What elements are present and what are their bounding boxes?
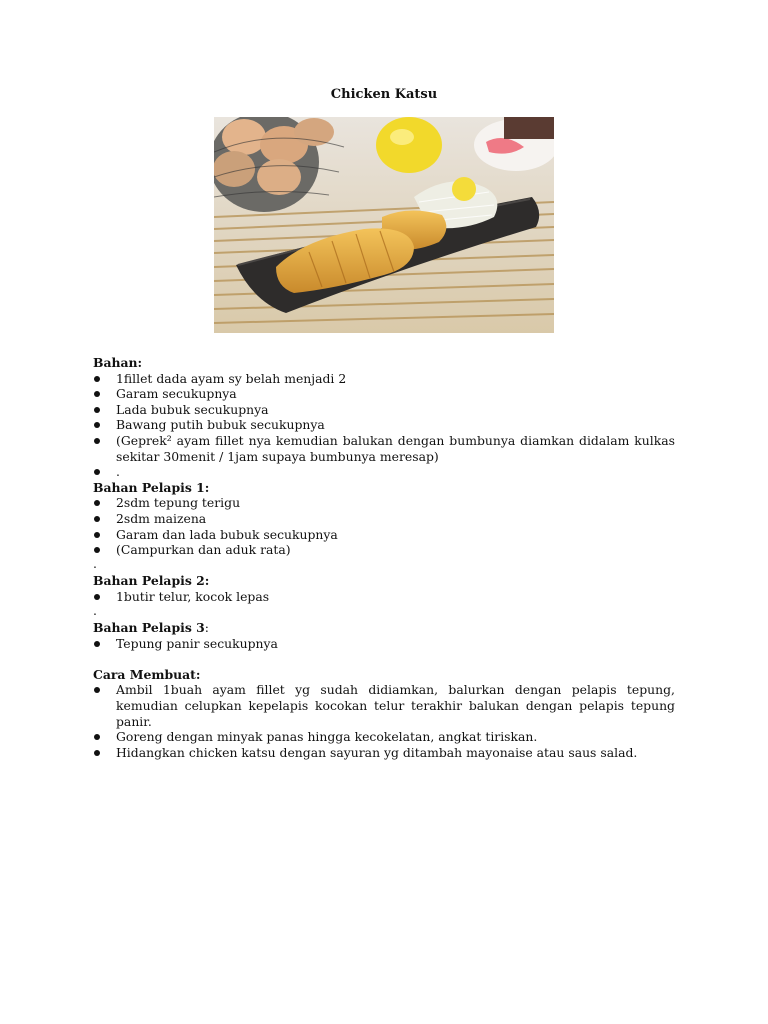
pelapis-3-heading: [93, 620, 675, 636]
list-item: 2sdm tepung terigu: [93, 495, 675, 511]
spacer: [93, 651, 675, 667]
recipe-content: [93, 355, 675, 760]
list-item: Hidangkan chicken katsu dengan sayuran yg ditambah mayonaise atau saus salad.: [93, 745, 675, 761]
cara-membuat-heading: Cara Membuat:: [93, 666, 201, 682]
list-item: Bawang putih bubuk secukupnya: [93, 417, 675, 433]
pelapis-2-list: [93, 589, 675, 605]
pelapis-2-heading: Bahan Pelapis 2:: [93, 573, 210, 589]
list-item: (Geprek² ayam fillet nya kemudian balukan dengan bumbunya diamkan didalam kulkas sekitar 30menit / 1jam supaya bumbunya meresap): [93, 433, 675, 464]
pelapis-3-list: [93, 636, 675, 652]
list-item: Goreng dengan minyak panas hingga kecokelatan, angkat tiriskan.: [93, 729, 675, 745]
list-item: 1fillet dada ayam sy belah menjadi 2: [93, 371, 675, 387]
pelapis-1-list: [93, 495, 675, 557]
list-item: 1butir telur, kocok lepas: [93, 589, 675, 605]
pelapis-3-heading-colon: :: [204, 620, 209, 636]
bahan-heading: Bahan:: [93, 355, 143, 370]
list-item: .: [93, 464, 675, 480]
list-item: Lada bubuk secukupnya: [93, 402, 675, 418]
bahan-list: [93, 371, 675, 480]
cara-membuat-list: [93, 682, 675, 760]
recipe-title: Chicken Katsu: [330, 87, 438, 102]
separator-dot: .: [93, 555, 97, 571]
list-item: (Campurkan dan aduk rata): [93, 542, 675, 558]
pelapis-1-heading: Bahan Pelapis 1:: [93, 479, 210, 495]
pelapis-3-heading-text: Bahan Pelapis 3: [93, 620, 205, 636]
list-item: Ambil 1buah ayam fillet yg sudah didiamkan, balurkan dengan pelapis tepung, kemudian celupkan kepelapis kocokan telur terakhir balukan dengan pelapis tepung panir.: [93, 682, 675, 729]
separator-dot: .: [93, 602, 97, 618]
list-item: Garam secukupnya: [93, 386, 675, 402]
list-item: Tepung panir secukupnya: [93, 636, 675, 652]
list-item: Garam dan lada bubuk secukupnya: [93, 527, 675, 543]
list-item: 2sdm maizena: [93, 511, 675, 527]
chicken-katsu-photo: [214, 117, 554, 333]
